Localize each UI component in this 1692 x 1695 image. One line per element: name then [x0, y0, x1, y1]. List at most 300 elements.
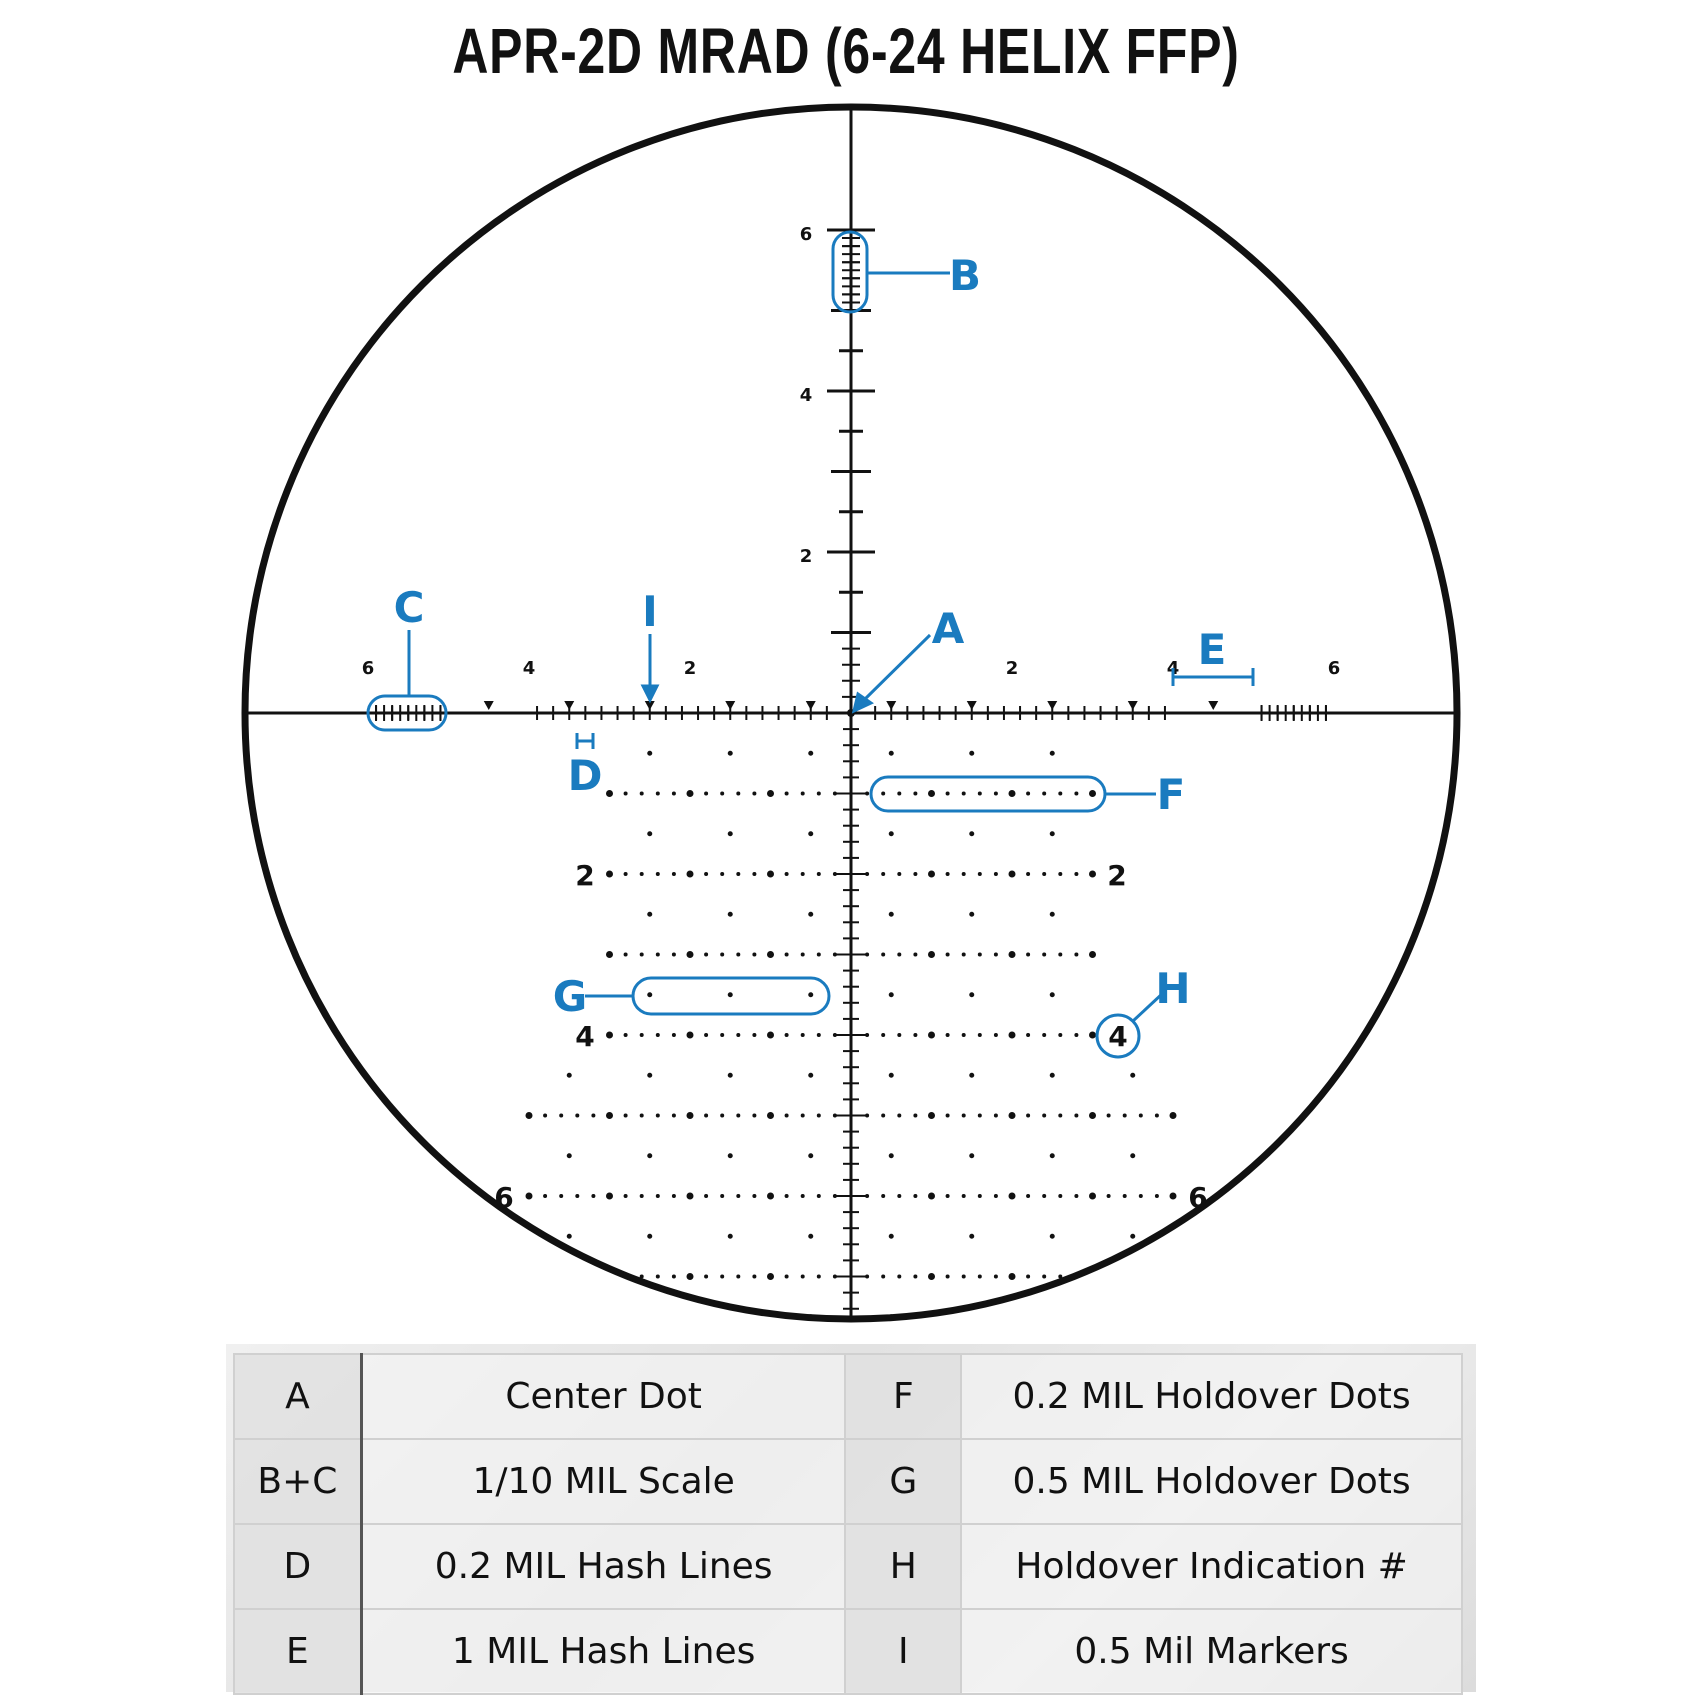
callout-f-box [871, 777, 1105, 811]
holdover-dot [962, 1033, 966, 1037]
holdover-dot [817, 1114, 821, 1118]
holdover-dot [865, 1033, 869, 1037]
holdover-dot [833, 953, 837, 957]
holdover-dot [624, 1033, 628, 1037]
holdover-dot [1089, 1032, 1096, 1039]
holdover-dot [1089, 1273, 1096, 1280]
holdover-dot [865, 1275, 869, 1279]
holdover-dot [817, 872, 821, 876]
holdover-dot [1058, 872, 1062, 876]
holdover-dot [1139, 1194, 1143, 1198]
holdover-dot [946, 1033, 950, 1037]
holdover-dot [962, 1275, 966, 1279]
holdover-dot [575, 1194, 579, 1198]
holdover-dot [1009, 1273, 1016, 1280]
holdover-dot [978, 1114, 982, 1118]
holdover-dot [647, 751, 652, 756]
legend-row [234, 1524, 1462, 1609]
holdover-dot [752, 1194, 756, 1198]
holdover-dot [687, 951, 694, 958]
legend-key: H [845, 1524, 961, 1609]
holdover-dot [736, 872, 740, 876]
holdover-dot [752, 953, 756, 957]
holdover-dot [736, 1033, 740, 1037]
holdover-dot [833, 1275, 837, 1279]
holdover-dot [913, 1033, 917, 1037]
holdover-dot [889, 831, 894, 836]
holdover-dot [1026, 792, 1030, 796]
callout-a-arrow [862, 635, 930, 702]
holdover-dot [656, 872, 660, 876]
holdover-dot [865, 872, 869, 876]
holdover-dot [1009, 1112, 1016, 1119]
holdover-dot [559, 1275, 563, 1279]
holdover-dot [817, 1033, 821, 1037]
holdover-dot [881, 1114, 885, 1118]
holdover-dot [704, 953, 708, 957]
holdover-dot [640, 1033, 644, 1037]
holdover-dot [978, 1275, 982, 1279]
holdover-dot [817, 792, 821, 796]
holdover-dot [704, 1194, 708, 1198]
holdover-dot [833, 1033, 837, 1037]
holdover-dot [969, 992, 974, 997]
holdover-dot [913, 872, 917, 876]
holdover-dot [640, 792, 644, 796]
holdover-dot [1139, 1275, 1143, 1279]
elevation-label-6: 6 [799, 224, 813, 245]
holdover-dot [833, 872, 837, 876]
legend-description: 1 MIL Hash Lines [361, 1609, 845, 1694]
holdover-dot [808, 992, 813, 997]
holdover-dot [687, 1032, 694, 1039]
holdover-dot [1050, 1234, 1055, 1239]
holdover-dot [962, 872, 966, 876]
holdover-dot [969, 1153, 974, 1158]
holdover-dot [1058, 1194, 1062, 1198]
holdover-dot [881, 1275, 885, 1279]
holdover-dot [672, 792, 676, 796]
holdover-dot [785, 953, 789, 957]
holdover-dot [946, 872, 950, 876]
holdover-dot [647, 1234, 652, 1239]
holdover-dot [1050, 751, 1055, 756]
half-mil-marker [1047, 701, 1057, 710]
holdover-dot [767, 1273, 774, 1280]
callout-a-letter: A [931, 604, 965, 653]
windage-right-label-6: 6 [1327, 658, 1341, 679]
holdover-dot [728, 992, 733, 997]
holdover-dot [526, 1193, 533, 1200]
holdover-dot [928, 1273, 935, 1280]
holdover-dot [801, 1114, 805, 1118]
holdover-dot [1130, 1234, 1135, 1239]
holdover-dot [1042, 1275, 1046, 1279]
holdover-dot [752, 1114, 756, 1118]
holdover-dot [808, 1234, 813, 1239]
holdover-right-label-6: 6 [1188, 1181, 1208, 1214]
holdover-dot [720, 792, 724, 796]
holdover-dot [704, 1114, 708, 1118]
holdover-indicator-label-4: 4 [1108, 1020, 1128, 1053]
holdover-dot [946, 1194, 950, 1198]
holdover-dot [946, 1114, 950, 1118]
holdover-dot [1026, 1033, 1030, 1037]
holdover-dot [889, 912, 894, 917]
holdover-dot [994, 953, 998, 957]
holdover-dot [736, 1275, 740, 1279]
holdover-dot [928, 790, 935, 797]
holdover-dot [1042, 1114, 1046, 1118]
holdover-left-label-6: 6 [494, 1181, 514, 1214]
half-mil-marker [564, 701, 574, 710]
windage-left-label-4: 4 [522, 658, 536, 679]
holdover-dot [978, 792, 982, 796]
legend-description: 1/10 MIL Scale [361, 1439, 845, 1524]
holdover-dot [1050, 1153, 1055, 1158]
holdover-dot [897, 1033, 901, 1037]
holdover-dot [624, 1114, 628, 1118]
holdover-dot [1074, 1033, 1078, 1037]
holdover-dot [1009, 951, 1016, 958]
holdover-dot [785, 1275, 789, 1279]
holdover-dot [928, 951, 935, 958]
holdover-dot [1123, 1275, 1127, 1279]
holdover-dot [897, 792, 901, 796]
holdover-dot [640, 953, 644, 957]
holdover-dot [801, 953, 805, 957]
holdover-dot [1026, 1114, 1030, 1118]
holdover-dot [672, 1033, 676, 1037]
holdover-dot [543, 1114, 547, 1118]
holdover-dot [801, 792, 805, 796]
holdover-dot [1050, 831, 1055, 836]
holdover-dot [647, 912, 652, 917]
holdover-dot [865, 1114, 869, 1118]
holdover-dot [994, 1114, 998, 1118]
holdover-dot [624, 792, 628, 796]
holdover-dot [978, 1194, 982, 1198]
holdover-dot [672, 1114, 676, 1118]
holdover-dot [785, 1194, 789, 1198]
holdover-dot [672, 1194, 676, 1198]
holdover-dot [808, 912, 813, 917]
holdover-dot [1050, 1073, 1055, 1078]
holdover-dot [672, 872, 676, 876]
legend-description: Center Dot [361, 1354, 845, 1439]
legend-description: 0.5 Mil Markers [961, 1609, 1462, 1694]
holdover-dot [526, 1273, 533, 1280]
holdover-dot [720, 872, 724, 876]
holdover-dot [1074, 792, 1078, 796]
holdover-dot [946, 953, 950, 957]
callout-g-letter: G [552, 972, 588, 1021]
holdover-dot [969, 912, 974, 917]
holdover-dot [808, 751, 813, 756]
elevation-label-2: 2 [799, 546, 813, 567]
holdover-dot [606, 871, 613, 878]
callout-h-letter: H [1155, 964, 1191, 1013]
holdover-dot [897, 872, 901, 876]
holdover-dot [897, 1194, 901, 1198]
legend-description: 0.2 MIL Hash Lines [361, 1524, 845, 1609]
holdover-dot [687, 871, 694, 878]
holdover-dot [994, 1275, 998, 1279]
holdover-dot [752, 1275, 756, 1279]
holdover-dot [567, 1314, 572, 1319]
callout-c-letter: C [393, 583, 425, 632]
holdover-dot [913, 792, 917, 796]
holdover-dot [1170, 1112, 1177, 1119]
holdover-dot [606, 1032, 613, 1039]
callout-i-letter: I [642, 587, 658, 636]
holdover-dot [1123, 1114, 1127, 1118]
holdover-dot [928, 1193, 935, 1200]
holdover-dot [526, 1112, 533, 1119]
holdover-dot [808, 831, 813, 836]
holdover-dot [969, 1314, 974, 1319]
holdover-dot [833, 1194, 837, 1198]
holdover-dot [1130, 1153, 1135, 1158]
holdover-dot [606, 951, 613, 958]
holdover-dot [881, 792, 885, 796]
holdover-dot [1050, 912, 1055, 917]
holdover-dot [728, 1073, 733, 1078]
holdover-dot [1009, 1193, 1016, 1200]
legend-key: D [234, 1524, 361, 1609]
holdover-dot [575, 1114, 579, 1118]
holdover-dot [808, 1153, 813, 1158]
holdover-dot [1089, 871, 1096, 878]
holdover-dot [736, 792, 740, 796]
holdover-dot [656, 792, 660, 796]
holdover-dot [767, 871, 774, 878]
holdover-left-label-2: 2 [575, 859, 595, 892]
holdover-dot [1009, 871, 1016, 878]
half-mil-marker [1208, 701, 1218, 710]
holdover-dot [1107, 1194, 1111, 1198]
holdover-dot [1042, 872, 1046, 876]
holdover-dot [687, 790, 694, 797]
holdover-dot [1042, 1033, 1046, 1037]
holdover-dot [865, 953, 869, 957]
holdover-dot [720, 1114, 724, 1118]
holdover-dot [817, 1275, 821, 1279]
holdover-dot [801, 1033, 805, 1037]
holdover-dot [767, 1112, 774, 1119]
holdover-dot [640, 872, 644, 876]
legend-panel [226, 1344, 1476, 1692]
holdover-dot [1009, 790, 1016, 797]
holdover-dot [704, 792, 708, 796]
holdover-dot [1123, 1194, 1127, 1198]
holdover-dot [801, 872, 805, 876]
holdover-dot [559, 1114, 563, 1118]
holdover-dot [672, 1275, 676, 1279]
holdover-dot [1058, 1114, 1062, 1118]
holdover-dot [962, 1114, 966, 1118]
half-mil-marker [1128, 701, 1138, 710]
holdover-dot [543, 1275, 547, 1279]
holdover-dot [889, 992, 894, 997]
holdover-dot [656, 1194, 660, 1198]
holdover-dot [897, 1275, 901, 1279]
holdover-dot [1009, 1032, 1016, 1039]
holdover-dot [801, 1194, 805, 1198]
legend-key: F [845, 1354, 961, 1439]
holdover-dot [687, 1112, 694, 1119]
holdover-dot [865, 792, 869, 796]
holdover-dot [1089, 951, 1096, 958]
holdover-dot [889, 751, 894, 756]
holdover-dot [624, 953, 628, 957]
holdover-dot [962, 953, 966, 957]
half-mil-marker [806, 701, 816, 710]
holdover-dot [1139, 1114, 1143, 1118]
holdover-dot [928, 1112, 935, 1119]
holdover-dot [624, 872, 628, 876]
holdover-dot [559, 1194, 563, 1198]
holdover-dot [767, 1032, 774, 1039]
callout-f-letter: F [1156, 770, 1186, 819]
windage-left-label-2: 2 [683, 658, 697, 679]
reticle-title: APR-2D MRAD (6-24 HELIX FFP) [452, 15, 1240, 87]
holdover-dot [624, 1194, 628, 1198]
holdover-dot [913, 953, 917, 957]
holdover-dot [606, 1273, 613, 1280]
holdover-dot [889, 1073, 894, 1078]
holdover-dot [567, 1073, 572, 1078]
holdover-dot [647, 992, 652, 997]
holdover-dot [1074, 953, 1078, 957]
holdover-dot [1074, 1194, 1078, 1198]
holdover-dot [591, 1275, 595, 1279]
holdover-dot [656, 1033, 660, 1037]
holdover-dot [1058, 792, 1062, 796]
holdover-dot [672, 953, 676, 957]
holdover-dot [1089, 1193, 1096, 1200]
windage-right-label-2: 2 [1005, 658, 1019, 679]
holdover-dot [881, 872, 885, 876]
holdover-dot [1107, 1275, 1111, 1279]
holdover-dot [889, 1234, 894, 1239]
legend-key: B+C [234, 1439, 361, 1524]
holdover-dot [969, 831, 974, 836]
holdover-dot [1050, 992, 1055, 997]
legend-table [233, 1353, 1463, 1695]
holdover-dot [913, 1194, 917, 1198]
holdover-dot [1074, 1114, 1078, 1118]
holdover-dot [1026, 1275, 1030, 1279]
holdover-dot [785, 792, 789, 796]
legend-key: I [845, 1609, 961, 1694]
holdover-dot [720, 1033, 724, 1037]
holdover-dot [575, 1275, 579, 1279]
holdover-dot [767, 790, 774, 797]
holdover-dot [928, 871, 935, 878]
windage-right-label-4: 4 [1166, 658, 1180, 679]
holdover-dot [1042, 792, 1046, 796]
holdover-dot [640, 1114, 644, 1118]
holdover-dot [969, 751, 974, 756]
holdover-dot [736, 953, 740, 957]
holdover-dot [640, 1194, 644, 1198]
holdover-dot [752, 872, 756, 876]
holdover-dot [728, 1153, 733, 1158]
callout-i-arrowhead [643, 686, 657, 700]
holdover-dot [978, 872, 982, 876]
holdover-dot [704, 1033, 708, 1037]
holdover-dot [978, 1033, 982, 1037]
legend-key: A [234, 1354, 361, 1439]
holdover-dot [994, 1194, 998, 1198]
holdover-dot [647, 831, 652, 836]
holdover-dot [817, 953, 821, 957]
holdover-dot [865, 1194, 869, 1198]
holdover-dot [1155, 1194, 1159, 1198]
half-mil-marker [967, 701, 977, 710]
holdover-dot [591, 1194, 595, 1198]
holdover-dot [736, 1194, 740, 1198]
holdover-dot [1155, 1114, 1159, 1118]
holdover-dot [720, 953, 724, 957]
holdover-dot [728, 1234, 733, 1239]
holdover-dot [969, 1073, 974, 1078]
holdover-dot [1042, 953, 1046, 957]
holdover-dot [767, 951, 774, 958]
holdover-dot [946, 792, 950, 796]
holdover-dot [728, 831, 733, 836]
holdover-dot [913, 1275, 917, 1279]
holdover-dot [606, 1193, 613, 1200]
legend-description: 0.2 MIL Holdover Dots [961, 1354, 1462, 1439]
holdover-dot [567, 1153, 572, 1158]
holdover-dot [913, 1114, 917, 1118]
holdover-left-label-4: 4 [575, 1020, 595, 1053]
holdover-dot [1130, 1314, 1135, 1319]
holdover-dot [881, 953, 885, 957]
callout-e-letter: E [1197, 625, 1227, 674]
holdover-dot [728, 1314, 733, 1319]
holdover-dot [543, 1194, 547, 1198]
holdover-dot [833, 1114, 837, 1118]
holdover-dot [1089, 790, 1096, 797]
holdover-dot [1042, 1194, 1046, 1198]
holdover-dot [1130, 1073, 1135, 1078]
holdover-dot [656, 1275, 660, 1279]
holdover-dot [567, 1234, 572, 1239]
holdover-dot [889, 1153, 894, 1158]
legend-description: 0.5 MIL Holdover Dots [961, 1439, 1462, 1524]
holdover-dot [767, 1193, 774, 1200]
holdover-dot [720, 1194, 724, 1198]
holdover-dot [591, 1114, 595, 1118]
holdover-dot [704, 872, 708, 876]
holdover-dot [785, 872, 789, 876]
holdover-dot [1058, 953, 1062, 957]
holdover-dot [704, 1275, 708, 1279]
holdover-dot [736, 1114, 740, 1118]
half-mil-marker [886, 701, 896, 710]
holdover-dot [994, 1033, 998, 1037]
holdover-dot [1170, 1193, 1177, 1200]
holdover-dot [1074, 872, 1078, 876]
holdover-dot [728, 751, 733, 756]
holdover-dot [656, 1114, 660, 1118]
holdover-dot [1026, 872, 1030, 876]
holdover-dot [833, 792, 837, 796]
holdover-dot [1050, 1314, 1055, 1319]
